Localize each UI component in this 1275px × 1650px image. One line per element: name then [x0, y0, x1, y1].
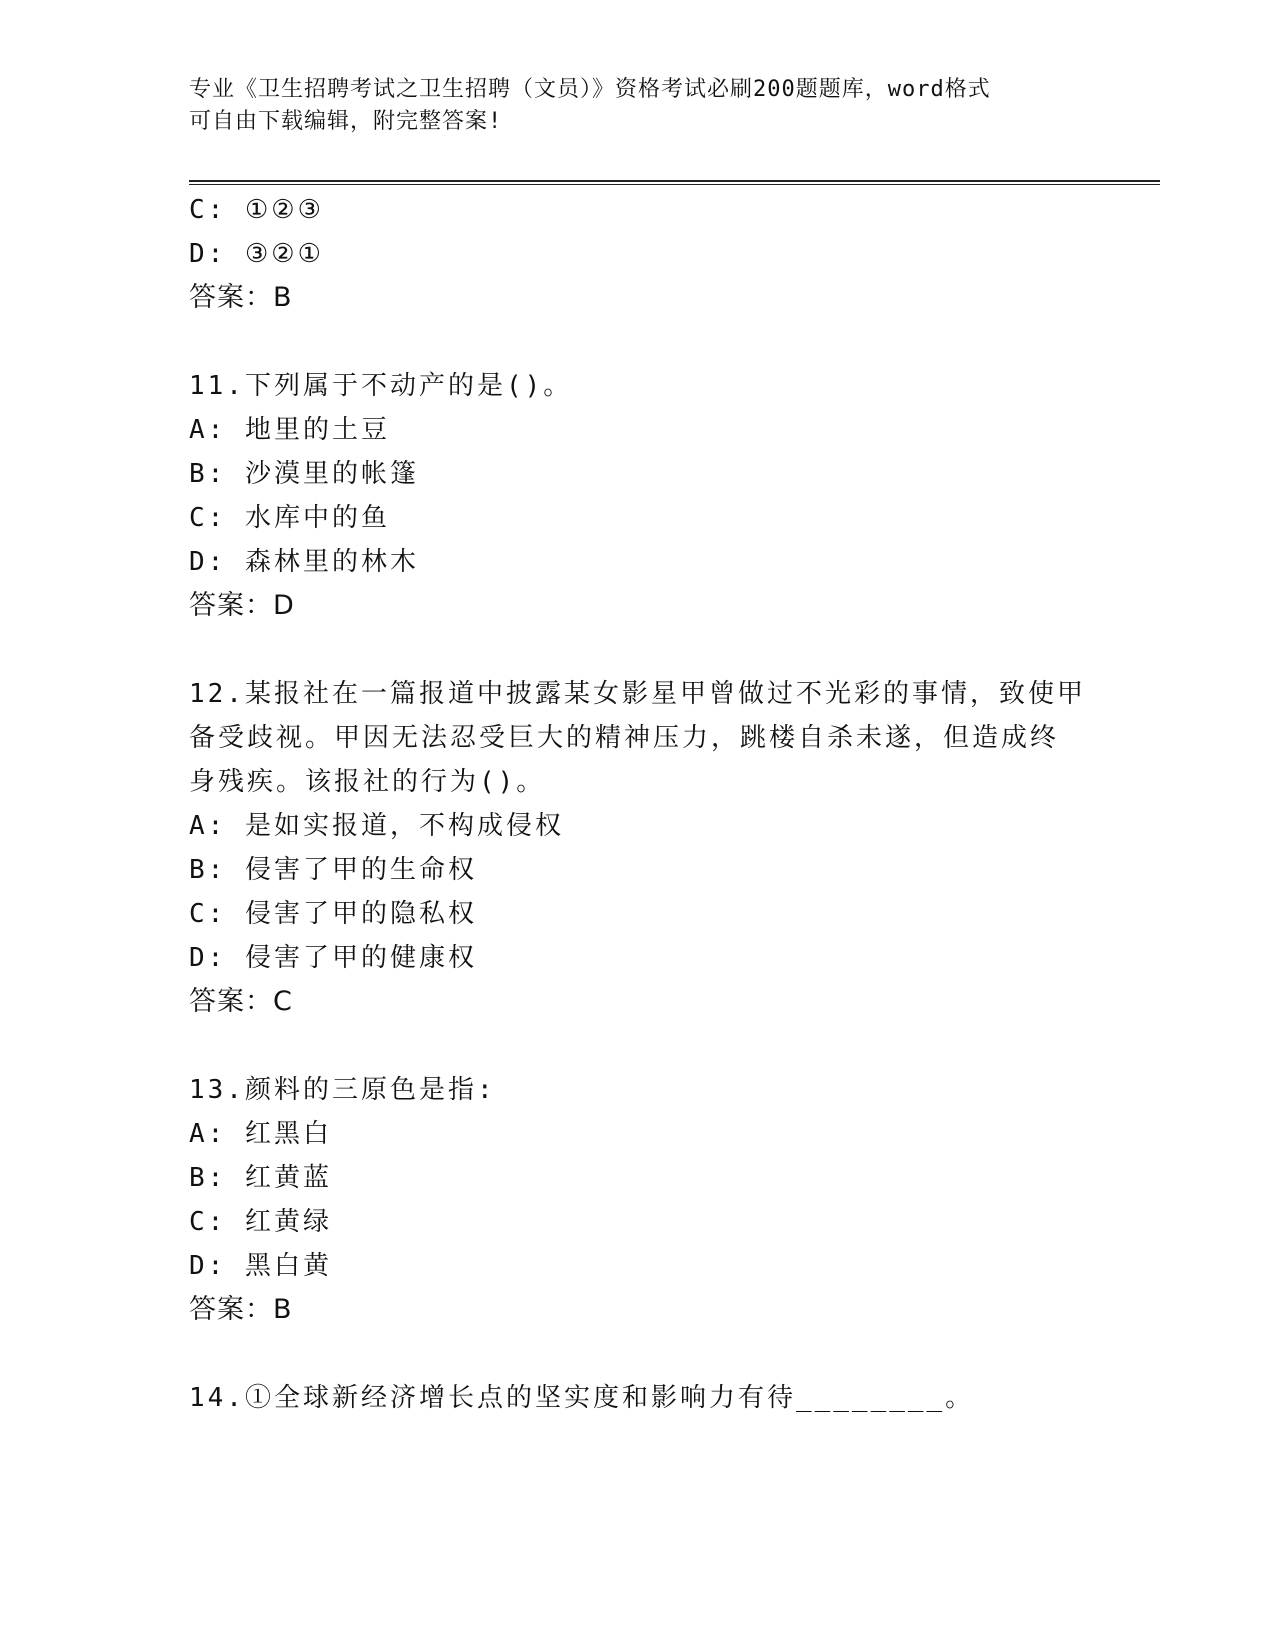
q11-stem: 11.下列属于不动产的是()。 [189, 371, 573, 401]
q13-stem: 13.颜料的三原色是指: [189, 1075, 496, 1105]
document-header [189, 74, 1079, 138]
q10-option-c: C: ①②③ [189, 195, 324, 225]
q11-option-a: A: 地里的土豆 [189, 415, 390, 445]
q13-option-d: D: 黑白黄 [189, 1251, 332, 1281]
q12-stem-line-2: 备受歧视。甲因无法忍受巨大的精神压力，跳楼自杀未遂，但造成终 [189, 723, 1060, 753]
q10-option-d: D: ③②① [189, 239, 324, 269]
q11-option-b: B: 沙漠里的帐篷 [189, 459, 419, 489]
q11-option-d: D: 森林里的林木 [189, 547, 419, 577]
q12-answer: 答案：C [189, 986, 293, 1017]
q12-option-d: D: 侵害了甲的健康权 [189, 943, 477, 973]
header-rule-thin [189, 184, 1160, 185]
q12-stem-line-1: 12.某报社在一篇报道中披露某女影星甲曾做过不光彩的事情，致使甲 [189, 679, 1086, 709]
q11-answer: 答案：D [189, 590, 295, 621]
q13-option-a: A: 红黑白 [189, 1119, 332, 1149]
header-line-2: 可自由下载编辑，附完整答案! [189, 109, 503, 134]
header-line-1: 专业《卫生招聘考试之卫生招聘（文员）》资格考试必刷200题题库，word格式 [189, 77, 991, 102]
q12-option-c: C: 侵害了甲的隐私权 [189, 899, 477, 929]
q12-stem-line-3: 身残疾。该报社的行为()。 [189, 767, 546, 797]
header-rule-thick [189, 180, 1160, 182]
q13-option-c: C: 红黄绿 [189, 1207, 332, 1237]
q12-option-a: A: 是如实报道，不构成侵权 [189, 811, 564, 841]
q14-stem: 14.①全球新经济增长点的坚实度和影响力有待________。 [189, 1383, 975, 1413]
q13-answer: 答案：B [189, 1294, 293, 1325]
q12-option-b: B: 侵害了甲的生命权 [189, 855, 477, 885]
q11-option-c: C: 水库中的鱼 [189, 503, 390, 533]
q13-option-b: B: 红黄蓝 [189, 1163, 332, 1193]
q10-answer: 答案：B [189, 282, 293, 313]
